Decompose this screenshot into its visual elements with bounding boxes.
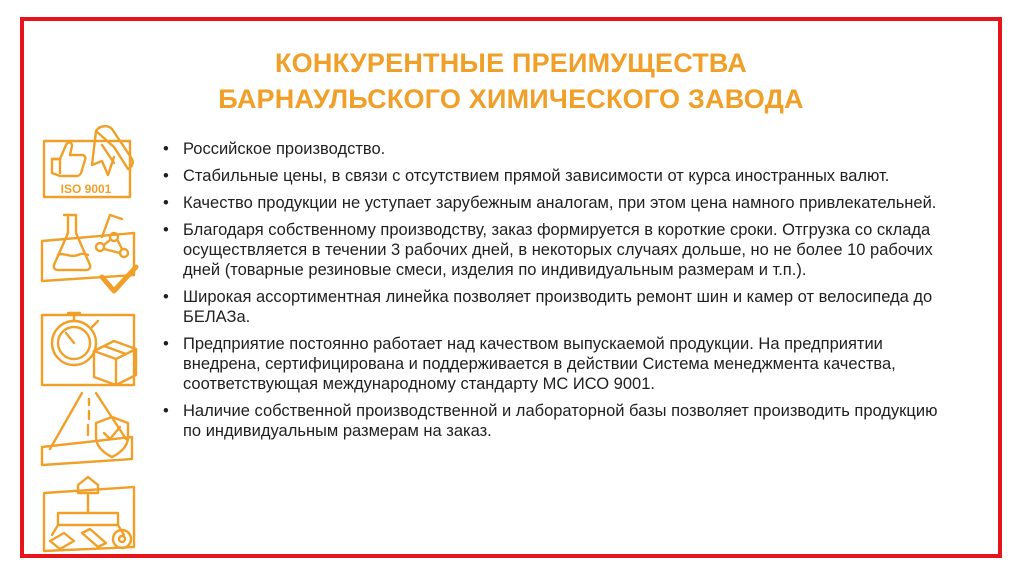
- list-item: [159, 334, 959, 394]
- list-item-text: Широкая ассортиментная линейка позволяет производить ремонт шин и камер от велосипеда до БЕЛАЗа.: [183, 288, 933, 326]
- icon-column: [38, 121, 142, 551]
- list-item-text: Российское производство.: [183, 140, 386, 158]
- list-item-text: Качество продукции не уступает зарубежным аналогам, при этом цена намного привлекательней.: [183, 194, 937, 212]
- bullet-marker: •: [163, 221, 169, 239]
- list-item: [159, 193, 959, 213]
- road-shield-icon: [38, 389, 142, 469]
- title-line-2: БАРНАУЛЬСКОГО ХИМИЧЕСКОГО ЗАВОДА: [218, 84, 804, 114]
- advantages-list: [159, 139, 959, 448]
- iso-label: ISO 9001: [60, 182, 112, 196]
- bullet-marker: •: [163, 335, 169, 353]
- list-item-text: Наличие собственной производственной и лабораторной базы позволяет производить продукцию по индивидуальным размерам на заказ.: [183, 402, 938, 440]
- list-item: [159, 220, 959, 280]
- bullet-marker: •: [163, 167, 169, 185]
- list-item: [159, 287, 959, 327]
- stopwatch-box-icon: [38, 299, 142, 389]
- list-item: [159, 401, 959, 441]
- list-item-text: Предприятие постоянно работает над качеством выпускаемой продукции. На предприятии внедрена, сертифицирована и поддерживается в действии Система менеджмента качества, соответствующая международному стандарту МС ИСО 9001.: [183, 335, 896, 393]
- list-item: [159, 139, 959, 159]
- list-item: [159, 166, 959, 186]
- factory-products-icon: [38, 473, 142, 553]
- bullet-marker: •: [163, 140, 169, 158]
- bullet-marker: •: [163, 402, 169, 420]
- laboratory-icon: [38, 207, 142, 297]
- slide-frame: [20, 17, 1002, 558]
- title-line-1: КОНКУРЕНТНЫЕ ПРЕИМУЩЕСТВА: [275, 48, 747, 78]
- bullet-marker: •: [163, 288, 169, 306]
- slide-title: [24, 45, 998, 117]
- bullet-marker: •: [163, 194, 169, 212]
- list-item-text: Стабильные цены, в связи с отсутствием прямой зависимости от курса иностранных валют.: [183, 167, 890, 185]
- iso-certificate-icon: [38, 121, 142, 203]
- list-item-text: Благодаря собственному производству, заказ формируется в короткие сроки. Отгрузка со склада осуществляется в течении 3 рабочих дней, в некоторых случаях дольше, но не более 10 рабочих дней (товарные резиновые смеси, изделия по индивидуальным размерам и т.п.).: [183, 221, 933, 279]
